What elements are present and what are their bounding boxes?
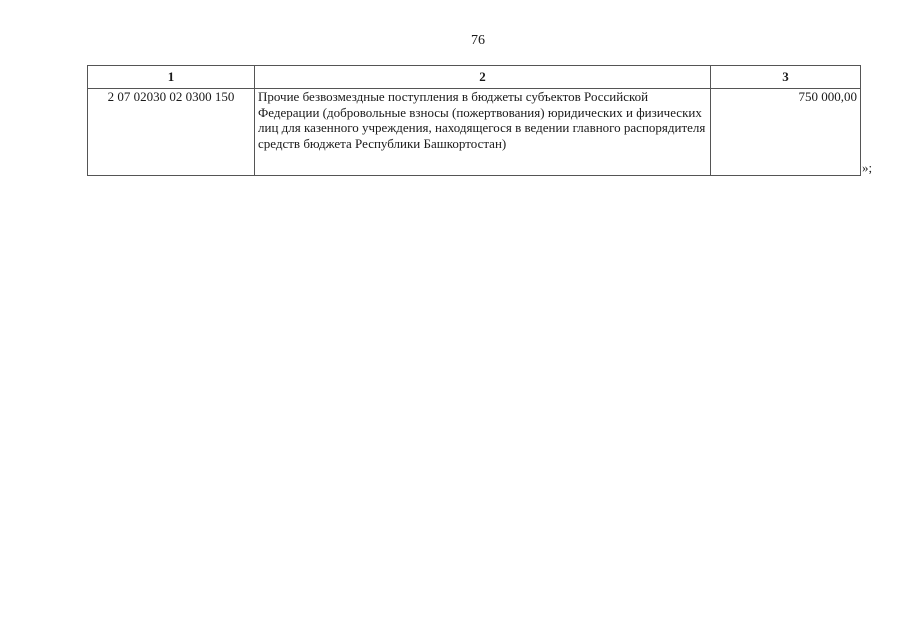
- amount-cell: 750 000,00: [711, 89, 861, 176]
- budget-code-cell: 2 07 02030 02 0300 150: [88, 89, 255, 176]
- closing-quote-mark: »;: [862, 160, 873, 175]
- column-header-2: 2: [255, 66, 711, 89]
- column-header-3: 3: [711, 66, 861, 89]
- column-header-1: 1: [88, 66, 255, 89]
- table-row: [88, 89, 861, 176]
- page-number: 76: [471, 33, 485, 48]
- description-cell: Прочие безвозмездные поступления в бюджеты субъектов Российской Федерации (добровольные взносы (пожертвования) юридических и физических лиц для казенного учреждения, находящегося в ведении главного распорядителя средств бюджета Республики Башкортостан): [255, 89, 711, 176]
- budget-table: [87, 65, 861, 176]
- table-header-row: [88, 66, 861, 89]
